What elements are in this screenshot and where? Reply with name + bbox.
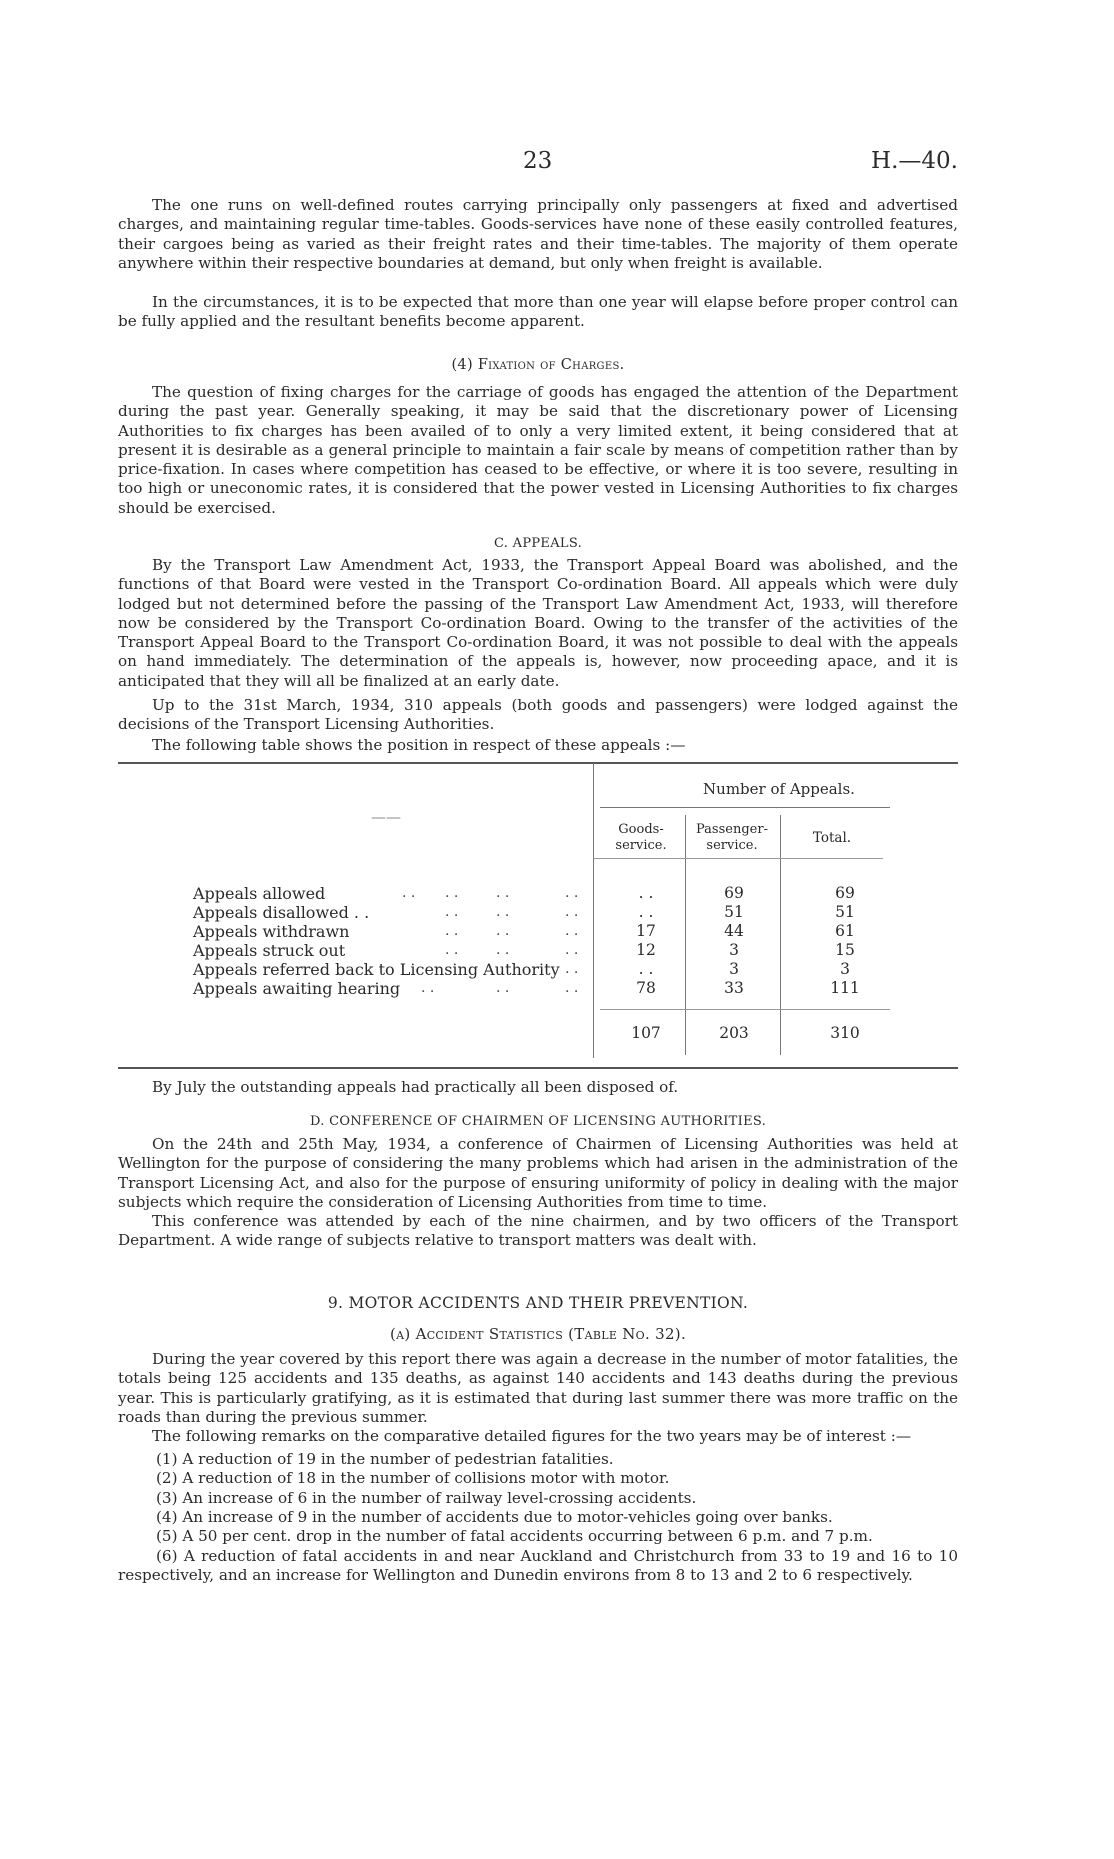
remarks-list bbox=[156, 1450, 958, 1546]
heading-accident-statistics: (a) Accident Statistics (Table No. 32). bbox=[389, 1325, 687, 1343]
paragraph-routes: The one runs on well-defined routes carrying principally only passengers at fixed and advertised charges, and maintaining regular time-tables. Goods-services have none of these easily controlled features, their cargoes being as varied as their freight rates and their time-tables. The majority of them operate anywhere within their respective boundaries at demand, but only when freight is available. bbox=[118, 196, 958, 272]
row-leader: . . bbox=[496, 942, 510, 958]
document-reference: H.—40. bbox=[871, 148, 958, 174]
cell-passenger: 51 bbox=[724, 903, 744, 921]
row-leader: . . bbox=[402, 885, 416, 901]
list-item: (3) An increase of 6 in the number of railway level-crossing accidents. bbox=[156, 1488, 697, 1507]
table-divider-stub bbox=[593, 763, 594, 1058]
row-leader: . . bbox=[496, 980, 510, 996]
cell-passenger: 3 bbox=[729, 941, 739, 959]
cell-passenger: 69 bbox=[724, 884, 744, 902]
table-totals-rule bbox=[600, 1009, 890, 1010]
column-header-total: Total. bbox=[812, 830, 852, 846]
paragraph-conference-attendance: This conference was attended by each of the nine chairmen, and by two officers of the Transport Department. A wide range of subjects relative to transport matters was dealt with. bbox=[118, 1212, 958, 1250]
column-header-goods: Goods-service. bbox=[615, 822, 667, 853]
row-leader: . . bbox=[496, 923, 510, 939]
cell-total: 51 bbox=[835, 903, 855, 921]
table-bottom-rule bbox=[118, 1067, 958, 1069]
row-leader: . . bbox=[445, 904, 459, 920]
row-leader: . . bbox=[421, 980, 435, 996]
cell-passenger: 33 bbox=[724, 979, 744, 997]
paragraph-appeal-board: By the Transport Law Amendment Act, 1933, the Transport Appeal Board was abolished, and the functions of that Board were vested in the Transport Co-ordination Board. All appeals which were duly lodged but not determined before the passing of the Transport Law Amendment Act, 1933, will therefore now be considered by the Transport Co-ordination Board. Owing to the transfer of the activities of the Transport Appeal Board to the Transport Co-ordination Board, it was not possible to deal with the appeals on hand immediately. The determination of the appeals is, however, now proceeding apace, and it is anticipated that they will all be finalized at an early date. bbox=[118, 556, 958, 690]
table-group-rule bbox=[600, 807, 890, 808]
cell-goods: 78 bbox=[636, 979, 656, 997]
cell-total: 61 bbox=[835, 922, 855, 940]
row-leader: . . bbox=[565, 885, 579, 901]
list-item: (1) A reduction of 19 in the number of pedestrian fatalities. bbox=[156, 1450, 614, 1468]
table-stub-mark: —— bbox=[371, 808, 401, 826]
cell-total: 69 bbox=[835, 884, 855, 902]
total-goods: 107 bbox=[631, 1024, 661, 1042]
paragraph-appeals-lodged: Up to the 31st March, 1934, 310 appeals (both goods and passengers) were lodged against the decisions of the Transport Licensing Authorities. bbox=[118, 696, 958, 734]
row-label: Appeals referred back to Licensing Authority bbox=[193, 960, 560, 979]
cell-total: 15 bbox=[835, 941, 855, 959]
table-header-rule bbox=[593, 858, 883, 859]
heading-conference: D. CONFERENCE OF CHAIRMEN OF LICENSING AUTHORITIES. bbox=[309, 1114, 767, 1129]
paragraph-july-disposal: By July the outstanding appeals had practically all been disposed of. bbox=[152, 1078, 679, 1096]
row-leader: . . bbox=[445, 885, 459, 901]
heading-fixation-of-charges: (4) Fixation of Charges. bbox=[451, 357, 625, 373]
total-passenger: 203 bbox=[719, 1024, 749, 1042]
paragraph-fixing-charges: The question of fixing charges for the carriage of goods has engaged the attention of the Department during the past year. Generally speaking, it may be said that the discretionary power of Licensing Authorities to fix charges has been availed of to only a very limited extent, it being considered that at present it is desirable as a general principle to maintain a fair scale by means of competition rather than by price-fixation. In cases where competition has ceased to be effective, or where it is too severe, resulting in too high or uneconomic rates, it is considered that the power vested in Licensing Authorities to fix charges should be exercised. bbox=[118, 383, 958, 517]
total-all: 310 bbox=[830, 1024, 860, 1042]
row-leader: . . bbox=[565, 923, 579, 939]
row-leader: . . bbox=[565, 980, 579, 996]
row-label: Appeals allowed bbox=[193, 884, 326, 903]
cell-total: 3 bbox=[840, 960, 850, 978]
paragraph-circumstances: In the circumstances, it is to be expected that more than one year will elapse before proper control can be fully applied and the resultant benefits become apparent. bbox=[118, 293, 958, 331]
cell-goods: 17 bbox=[636, 922, 656, 940]
paragraph-remarks-intro: The following remarks on the comparative detailed figures for the two years may be of interest :— bbox=[152, 1427, 912, 1445]
list-item: (2) A reduction of 18 in the number of collisions motor with motor. bbox=[156, 1469, 670, 1488]
page-header bbox=[118, 148, 958, 184]
paragraph-fatalities: During the year covered by this report there was again a decrease in the number of motor fatalities, the totals being 125 accidents and 135 deaths, as against 140 accidents and 143 deaths during the previous year. This is particularly gratifying, as it is estimated that during last summer there was more traffic on the roads than during the previous summer. bbox=[118, 1350, 958, 1426]
list-item: (5) A 50 per cent. drop in the number of fatal accidents occurring between 6 p.m. and 7 p.m. bbox=[156, 1527, 873, 1546]
row-label: Appeals awaiting hearing bbox=[193, 979, 401, 998]
remark-six: (6) A reduction of fatal accidents in and near Auckland and Christchurch from 33 to 19 and 16 to 10 respectively, and an increase for Wellington and Dunedin environs from 8 to 13 and 2 to 6 respectively. bbox=[118, 1547, 958, 1585]
row-leader: . . bbox=[565, 942, 579, 958]
paragraph-table-intro: The following table shows the position in respect of these appeals :— bbox=[152, 736, 686, 754]
row-label: Appeals disallowed . . bbox=[193, 903, 370, 922]
cell-passenger: 3 bbox=[729, 960, 739, 978]
row-leader: . . bbox=[445, 942, 459, 958]
cell-passenger: 44 bbox=[724, 922, 744, 940]
row-leader: . . bbox=[445, 923, 459, 939]
table-divider-passenger bbox=[780, 815, 781, 1055]
row-leader: . . bbox=[496, 904, 510, 920]
list-item: (4) An increase of 9 in the number of accidents due to motor-vehicles going over banks. bbox=[156, 1507, 833, 1526]
heading-motor-accidents: 9. MOTOR ACCIDENTS AND THEIR PREVENTION. bbox=[327, 1294, 749, 1312]
cell-goods: . . bbox=[638, 960, 654, 978]
table-top-rule bbox=[118, 762, 958, 764]
cell-total: 111 bbox=[830, 979, 860, 997]
paragraph-conference: On the 24th and 25th May, 1934, a conference of Chairmen of Licensing Authorities was held at Wellington for the purpose of considering the many problems which had arisen in the administration of the Transport Licensing Act, and also for the purpose of ensuring uniformity of policy in dealing with the major subjects which require the consideration of Licensing Authorities from time to time. bbox=[118, 1135, 958, 1211]
row-label: Appeals withdrawn bbox=[193, 922, 350, 941]
table-group-header: Number of Appeals. bbox=[703, 780, 855, 798]
cell-goods: 12 bbox=[636, 941, 656, 959]
heading-appeals: C. APPEALS. bbox=[493, 536, 583, 551]
cell-goods: . . bbox=[638, 903, 654, 921]
table-divider-goods bbox=[685, 815, 686, 1055]
row-leader: . . bbox=[565, 904, 579, 920]
cell-goods: . . bbox=[638, 884, 654, 902]
column-header-passenger: Passenger-service. bbox=[696, 822, 768, 853]
page-number: 23 bbox=[523, 148, 553, 174]
row-leader: . . bbox=[496, 885, 510, 901]
row-leader: . . bbox=[565, 961, 579, 977]
row-label: Appeals struck out bbox=[193, 941, 346, 960]
